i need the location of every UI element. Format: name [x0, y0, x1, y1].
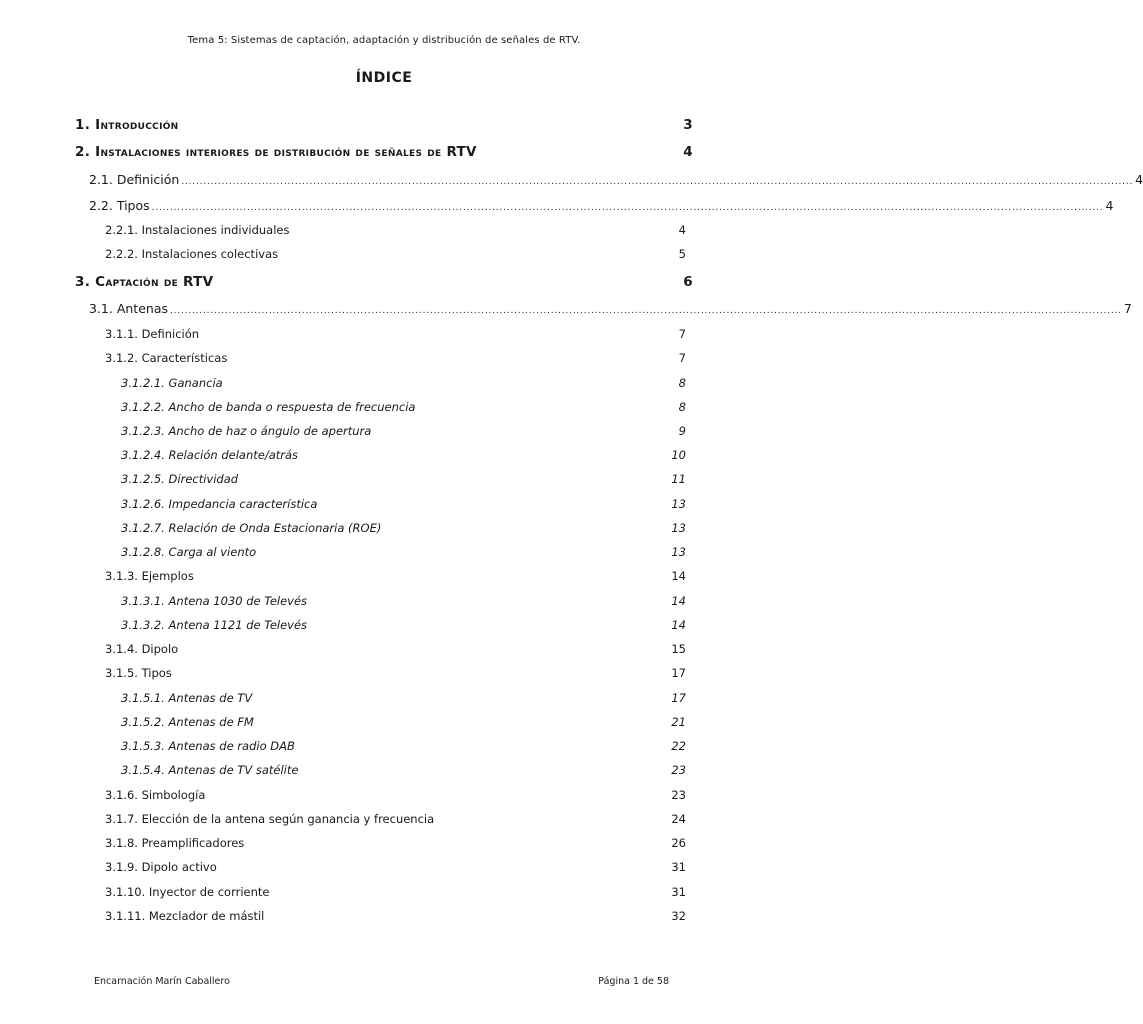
- toc-entry-label: 3.1.2.7. Relación de Onda Estacionaria (ROE): [121, 521, 382, 535]
- toc-entry-page: 7: [1123, 301, 1132, 316]
- toc-entry[interactable]: [121, 448, 686, 462]
- toc-entry-page: 4: [683, 144, 693, 160]
- page-footer: [94, 976, 669, 987]
- toc-entry-page: 4: [1135, 172, 1143, 187]
- toc-entry-label: 2.2.2. Instalaciones colectivas: [105, 247, 279, 261]
- toc-entry[interactable]: [75, 144, 693, 160]
- toc-entry[interactable]: [121, 715, 686, 729]
- toc-entry-page: 24: [671, 812, 686, 826]
- toc-entry-page: 13: [671, 497, 686, 511]
- toc-entry-label: 3.1.10. Inyector de corriente: [105, 885, 270, 899]
- toc-entry-label: 3.1.2.3. Ancho de haz o ángulo de apertura: [121, 424, 372, 438]
- toc-entry-label: 3.1.9. Dipolo activo: [105, 860, 217, 874]
- toc-entry[interactable]: [121, 497, 686, 511]
- toc-entry-label: 3.1.6. Simbología: [105, 788, 206, 802]
- toc-entry-label: 2. Instalaciones interiores de distribución de señales de RTV: [75, 144, 477, 160]
- toc-entry-label: 3.1.2.6. Impedancia característica: [121, 497, 318, 511]
- toc-entry[interactable]: [105, 788, 686, 802]
- toc-entry[interactable]: [121, 618, 686, 632]
- toc-entry-label: 3.1.3.1. Antena 1030 de Televés: [121, 594, 308, 608]
- toc-entry-label: 3.1.5. Tipos: [105, 666, 172, 680]
- toc-entry-page: 17: [671, 666, 686, 680]
- toc-entry-page: 8: [678, 376, 686, 390]
- toc-entry-page: 14: [671, 594, 686, 608]
- toc-entry-page: 26: [671, 836, 686, 850]
- toc-dot-leader: ....................................................................................................................................................................................................................................................................: [181, 177, 1134, 187]
- toc-entry[interactable]: [121, 400, 686, 414]
- footer-page-info: Página 1 de 58: [598, 976, 669, 987]
- toc-entry-label: 2.2. Tipos: [89, 198, 150, 213]
- toc-entry-page: 4: [678, 223, 686, 237]
- toc-entry-label: 1. Introducción: [75, 117, 179, 133]
- toc-entry-page: 9: [678, 424, 686, 438]
- toc-entry-label: 3.1.8. Preamplificadores: [105, 836, 245, 850]
- toc-entry-label: 3.1.2.2. Ancho de banda o respuesta de frecuencia: [121, 400, 416, 414]
- toc-entry-label: 3.1.2.4. Relación delante/atrás: [121, 448, 299, 462]
- toc-entry-page: 15: [671, 642, 686, 656]
- toc-entry-page: 17: [671, 691, 686, 705]
- toc-entry-page: 31: [671, 885, 686, 899]
- index-title: ÍNDICE: [355, 70, 413, 86]
- toc-entry-label: 3.1.5.1. Antenas de TV: [121, 691, 253, 705]
- toc-entry-page: 13: [671, 545, 686, 559]
- toc-entry[interactable]: [121, 763, 686, 777]
- footer-author: Encarnación Marín Caballero: [94, 976, 230, 987]
- toc-entry[interactable]: [121, 376, 686, 390]
- toc-entry-label: 2.2.1. Instalaciones individuales: [105, 223, 290, 237]
- toc-entry-label: 3.1.5.2. Antenas de FM: [121, 715, 254, 729]
- toc-entry[interactable]: [105, 247, 686, 261]
- toc-entry-label: 3.1.5.4. Antenas de TV satélite: [121, 763, 299, 777]
- toc-entry-label: 3. Captación de RTV: [75, 274, 214, 290]
- toc-entry[interactable]: [121, 472, 686, 486]
- toc-entry-page: 11: [671, 472, 686, 486]
- toc-entry-label: 3.1.2.1. Ganancia: [121, 376, 223, 390]
- toc-entry-page: 8: [678, 400, 686, 414]
- toc-entry[interactable]: [75, 274, 693, 290]
- toc-entry[interactable]: [105, 569, 686, 583]
- toc-entry-page: 32: [671, 909, 686, 923]
- toc-entry-page: 14: [671, 618, 686, 632]
- toc-entry-label: 2.1. Definición: [89, 172, 180, 187]
- toc-entry[interactable]: [89, 198, 1114, 213]
- toc-entry-label: 3.1. Antenas: [89, 301, 168, 316]
- toc-entry[interactable]: [105, 812, 686, 826]
- toc-entry-page: 21: [671, 715, 686, 729]
- toc-entry-label: 3.1.2.5. Directividad: [121, 472, 239, 486]
- toc-entry-label: 3.1.3. Ejemplos: [105, 569, 194, 583]
- toc-entry[interactable]: [105, 885, 686, 899]
- toc-entry[interactable]: [121, 521, 686, 535]
- toc-entry-label: 3.1.5.3. Antenas de radio DAB: [121, 739, 295, 753]
- toc-entry-page: 3: [683, 117, 693, 133]
- toc-entry[interactable]: [89, 172, 1143, 187]
- toc-entry-page: 7: [678, 351, 686, 365]
- toc-entry-page: 31: [671, 860, 686, 874]
- toc-entry-label: 3.1.1. Definición: [105, 327, 200, 341]
- toc-entry-page: 5: [678, 247, 686, 261]
- toc-dot-leader: ....................................................................................................................................................................................................................................................................: [170, 306, 1122, 316]
- toc-entry-label: 3.1.4. Dipolo: [105, 642, 179, 656]
- toc-entry-page: 13: [671, 521, 686, 535]
- page-header: Tema 5: Sistemas de captación, adaptación y distribución de señales de RTV.: [187, 35, 581, 46]
- toc-entry[interactable]: [89, 301, 1132, 316]
- toc-entry[interactable]: [121, 739, 686, 753]
- toc-entry-page: 14: [671, 569, 686, 583]
- toc-entry[interactable]: [105, 836, 686, 850]
- toc-entry[interactable]: [121, 691, 686, 705]
- toc-entry-page: 23: [671, 788, 686, 802]
- toc-entry[interactable]: [105, 909, 686, 923]
- toc-entry-label: 3.1.7. Elección de la antena según ganancia y frecuencia: [105, 812, 435, 826]
- toc-entry[interactable]: [75, 117, 693, 133]
- toc-entry-page: 23: [671, 763, 686, 777]
- toc-entry-label: 3.1.11. Mezclador de mástil: [105, 909, 265, 923]
- toc-entry[interactable]: [121, 594, 686, 608]
- toc-entry-page: 6: [683, 274, 693, 290]
- toc-entry[interactable]: [105, 351, 686, 365]
- toc-entry-label: 3.1.3.2. Antena 1121 de Televés: [121, 618, 308, 632]
- toc-entry-label: 3.1.2. Características: [105, 351, 228, 365]
- toc-entry-page: 10: [671, 448, 686, 462]
- toc-entry[interactable]: [105, 223, 686, 237]
- toc-entry[interactable]: [105, 860, 686, 874]
- toc-entry[interactable]: [105, 327, 686, 341]
- toc-entry-page: 7: [678, 327, 686, 341]
- toc-entry-label: 3.1.2.8. Carga al viento: [121, 545, 257, 559]
- toc-entry-page: 4: [1105, 198, 1114, 213]
- toc-dot-leader: ....................................................................................................................................................................................................................................................................: [151, 203, 1104, 213]
- toc-entry[interactable]: [105, 666, 686, 680]
- toc-entry[interactable]: [121, 545, 686, 559]
- toc-entry[interactable]: [105, 642, 686, 656]
- toc-entry-page: 22: [671, 739, 686, 753]
- toc-entry[interactable]: [121, 424, 686, 438]
